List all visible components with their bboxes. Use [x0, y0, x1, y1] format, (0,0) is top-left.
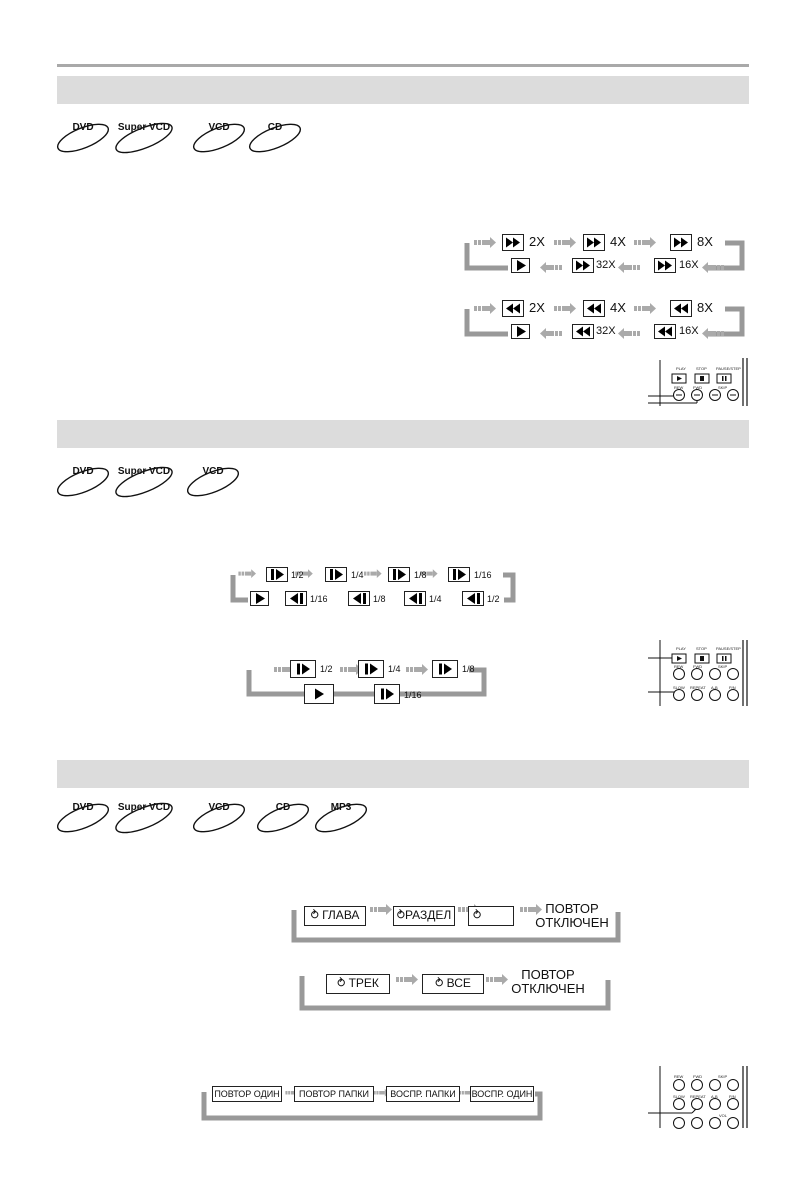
section-band-3: [57, 760, 749, 788]
rewind-icon: [572, 324, 594, 339]
repeat-icon: ⥁: [396, 908, 405, 922]
repeat-off-label: ПОВТОР ОТКЛЮЧЕН: [511, 967, 585, 996]
step-forward-icon: [374, 684, 400, 704]
speed-label: 2X: [529, 234, 545, 249]
slow-forward-diagram: [244, 656, 504, 708]
remote-label: PLAY: [676, 646, 686, 651]
speed-label: 8X: [697, 234, 713, 249]
remote-label: A-B: [711, 1094, 718, 1099]
disc-logo: MP3: [313, 800, 369, 834]
rewind-icon: [654, 324, 676, 339]
repeat-icon: ⥁: [337, 976, 349, 990]
disc-logo: Super VCD: [111, 800, 177, 834]
rewind-icon: [502, 300, 524, 317]
fast-forward-icon: [670, 234, 692, 251]
step-forward-icon: [358, 660, 384, 678]
repeat-off-label: ПОВТОР ОТКЛЮЧЕН: [535, 901, 609, 930]
step-reverse-icon: [285, 591, 307, 606]
repeat-icon: ⥁: [310, 908, 323, 922]
fast-forward-icon: [502, 234, 524, 251]
repeat-icon: ⥁: [473, 908, 482, 922]
step-reverse-icon: [348, 591, 370, 606]
repeat-option-box: ⥁ ВСЕ: [422, 974, 484, 994]
fast-forward-diagram: [460, 230, 750, 275]
remote-label: PLAY: [676, 366, 686, 371]
remote-label: A-B: [711, 685, 718, 690]
repeat-option-box: ВОСПР. ОДИН: [470, 1086, 534, 1102]
disc-logo: VCD: [185, 464, 241, 498]
repeat-option-box: ⥁РАЗДЕЛ: [393, 906, 455, 926]
remote-illustration: [640, 358, 752, 408]
fast-reverse-diagram: [460, 296, 750, 341]
remote-illustration: [640, 640, 752, 708]
step-forward-icon: [448, 567, 470, 582]
speed-label: 32X: [596, 325, 616, 337]
step-forward-icon: [325, 567, 347, 582]
speed-label: 1/16: [310, 594, 328, 604]
repeat-option-box: ⥁ ГЛАВА: [304, 906, 366, 926]
step-forward-icon: [432, 660, 458, 678]
step-forward-icon: [388, 567, 410, 582]
play-icon: [511, 324, 530, 339]
speed-label: 32X: [596, 259, 616, 271]
speed-label: 1/4: [351, 570, 364, 580]
step-forward-icon: [266, 567, 288, 582]
speed-label: 4X: [610, 234, 626, 249]
remote-label: FWD: [693, 664, 703, 669]
speed-label: 4X: [610, 300, 626, 315]
remote-label: P/N: [729, 1094, 736, 1099]
repeat-dvd-diagram: [290, 900, 630, 948]
repeat-mp3-diagram: [200, 1084, 550, 1124]
rewind-icon: [670, 300, 692, 317]
play-icon: [511, 258, 530, 273]
remote-label: REW: [674, 1074, 684, 1079]
play-icon: [250, 591, 269, 606]
slow-motion-diagram: [228, 566, 518, 608]
speed-label: 2X: [529, 300, 545, 315]
repeat-option-box: ⥁ ТРЕК: [326, 974, 390, 994]
speed-label: 1/4: [429, 594, 442, 604]
disc-logo: DVD: [55, 120, 111, 154]
disc-logo: Super VCD: [111, 120, 177, 154]
remote-label: REPEAT: [690, 685, 706, 690]
remote-label: STOP: [696, 646, 707, 651]
speed-label: 1/2: [320, 664, 333, 674]
section-band-1: [57, 76, 749, 104]
disc-logo: VCD: [191, 120, 247, 154]
repeat-icon: ⥁: [435, 976, 447, 990]
remote-label: PAUSE/STEP: [716, 646, 741, 651]
speed-label: 8X: [697, 300, 713, 315]
remote-label: SKIP: [718, 385, 728, 390]
remote-label: REW: [674, 385, 684, 390]
disc-logo: VCD: [191, 800, 247, 834]
speed-label: 16X: [679, 259, 699, 271]
step-reverse-icon: [462, 591, 484, 606]
disc-logo: Super VCD: [111, 464, 177, 498]
fast-forward-icon: [572, 258, 594, 273]
repeat-option-box: ПОВТОР ОДИН: [212, 1086, 282, 1102]
remote-label: SLOW: [673, 1094, 685, 1099]
speed-label: 16X: [679, 325, 699, 337]
disc-logo: DVD: [55, 800, 111, 834]
disc-logos-3: [55, 800, 375, 840]
header-rule: [57, 64, 749, 67]
rewind-icon: [583, 300, 605, 317]
remote-label: FWD: [693, 385, 703, 390]
remote-label: FWD: [693, 1074, 703, 1079]
disc-logos-1: [55, 120, 315, 160]
speed-label: 1/8: [414, 570, 427, 580]
section-band-2: [57, 420, 749, 448]
remote-label: SLOW: [673, 685, 685, 690]
speed-label: 1/2: [291, 570, 304, 580]
disc-logo: CD: [255, 800, 311, 834]
disc-logo: DVD: [55, 464, 111, 498]
remote-label: SKIP: [718, 1074, 728, 1079]
speed-label: 1/8: [462, 664, 475, 674]
repeat-cd-diagram: [298, 966, 618, 1014]
remote-label: P/N: [729, 685, 736, 690]
disc-logo: CD: [247, 120, 303, 154]
speed-label: 1/16: [474, 570, 492, 580]
step-reverse-icon: [404, 591, 426, 606]
step-forward-icon: [290, 660, 316, 678]
repeat-option-box: [468, 906, 514, 926]
remote-label: REW: [674, 664, 684, 669]
remote-illustration: [640, 1066, 752, 1130]
repeat-option-box: ВОСПР. ПАПКИ: [386, 1086, 460, 1102]
speed-label: 1/16: [404, 690, 422, 700]
speed-label: 1/4: [388, 664, 401, 674]
disc-logos-2: [55, 464, 255, 504]
remote-label: REPEAT: [690, 1094, 706, 1099]
remote-label: VOL: [719, 1113, 728, 1118]
remote-label: STOP: [696, 366, 707, 371]
remote-label: SKIP: [718, 664, 728, 669]
repeat-option-box: ПОВТОР ПАПКИ: [294, 1086, 374, 1102]
play-icon: [304, 684, 334, 704]
speed-label: 1/2: [487, 594, 500, 604]
fast-forward-icon: [583, 234, 605, 251]
remote-label: PAUSE/STEP: [716, 366, 741, 371]
speed-label: 1/8: [373, 594, 386, 604]
fast-forward-icon: [654, 258, 676, 273]
